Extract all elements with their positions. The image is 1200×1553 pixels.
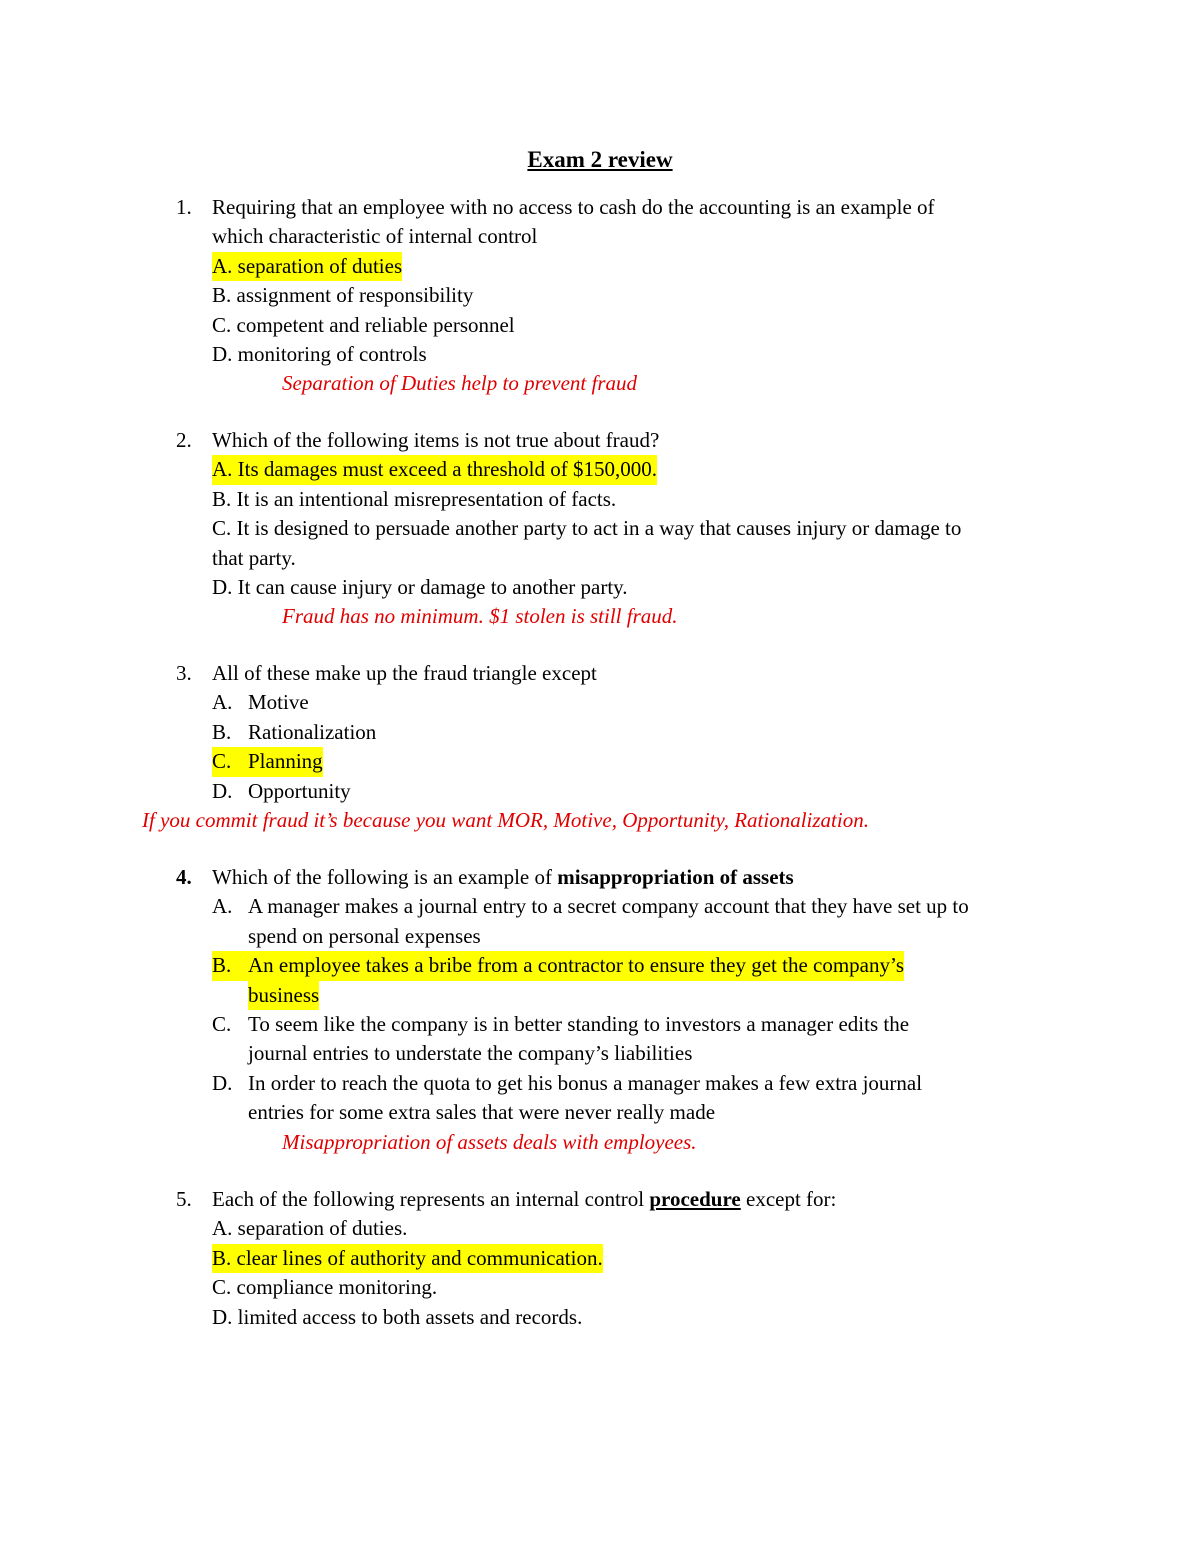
question-stem: which characteristic of internal control [212,224,538,249]
explanation-note: If you commit fraud it’s because you want MOR, Motive, Opportunity, Rationalization. [142,807,869,832]
stem-text: except for: [740,1187,837,1211]
answer-option: C. compliance monitoring. [212,1275,438,1300]
answer-option-continued: journal entries to understate the company’s liabilities [248,1041,693,1066]
explanation-note: Fraud has no minimum. $1 stolen is still fraud. [282,604,678,629]
question-number: 2. [176,428,192,452]
question-5 [0,1185,1200,1332]
answer-option-correct-continued: business [248,981,319,1010]
question-stem: Which of the following items is not true about fraud? [212,428,660,452]
question-stem [212,863,794,892]
answer-option: B. It is an intentional misrepresentation of facts. [212,486,617,511]
answer-option-correct: A. separation of duties [212,252,402,281]
option-letter: B. [212,951,248,980]
document-title: Exam 2 review [527,147,673,172]
answer-option: Rationalization [248,719,377,744]
answer-option: D. monitoring of controls [212,341,427,366]
option-letter: A. [212,690,233,715]
question-number: 3. [176,661,192,685]
option-letter: C. [212,747,248,776]
answer-option: D. limited access to both assets and records. [212,1304,583,1329]
question-1 [0,193,1200,399]
answer-option: D. It can cause injury or damage to another party. [212,574,628,599]
option-letter: A. [212,894,233,919]
question-stem: All of these make up the fraud triangle except [212,661,597,685]
option-letter: B. [212,719,232,744]
explanation-note: Separation of Duties help to prevent fraud [282,371,638,396]
option-letter: C. [212,1011,232,1036]
question-number: 5. [176,1187,192,1211]
answer-option: A manager makes a journal entry to a secret company account that they have set up to [248,894,969,919]
answer-option: To seem like the company is in better standing to investors a manager edits the [248,1011,910,1036]
question-2 [0,426,1200,632]
answer-option: In order to reach the quota to get his bonus a manager makes a few extra journal [248,1070,923,1095]
answer-option-correct: Planning [248,747,323,776]
option-letter: D. [212,1070,233,1095]
stem-text: Each of the following represents an internal control [212,1187,650,1211]
question-number: 4. [176,865,192,889]
answer-option-correct: A. Its damages must exceed a threshold of $150,000. [212,455,657,484]
stem-text: Which of the following is an example of [212,865,558,889]
option-letter: D. [212,778,233,803]
answer-option: B. assignment of responsibility [212,283,474,308]
stem-emphasis: procedure [649,1187,741,1211]
answer-option-correct: An employee takes a bribe from a contractor to ensure they get the company’s [248,951,904,980]
question-number: 1. [176,195,192,219]
answer-option-continued: that party. [212,545,296,570]
question-3 [0,659,1200,835]
question-4 [0,863,1200,1157]
answer-option: Motive [248,690,309,715]
question-stem [212,1185,836,1214]
stem-emphasis: misappropriation of assets [557,865,794,889]
question-stem: Requiring that an employee with no access to cash do the accounting is an example of [212,195,935,219]
answer-option: A. separation of duties. [212,1216,408,1241]
answer-option: C. It is designed to persuade another party to act in a way that causes injury or damage to [212,516,962,541]
explanation-note: Misappropriation of assets deals with employees. [282,1129,697,1154]
answer-option: C. competent and reliable personnel [212,312,515,337]
answer-option-correct: B. clear lines of authority and communication. [212,1244,603,1273]
answer-option: Opportunity [248,778,351,803]
answer-option-continued: entries for some extra sales that were never really made [248,1100,716,1125]
answer-option-continued: spend on personal expenses [248,923,481,948]
